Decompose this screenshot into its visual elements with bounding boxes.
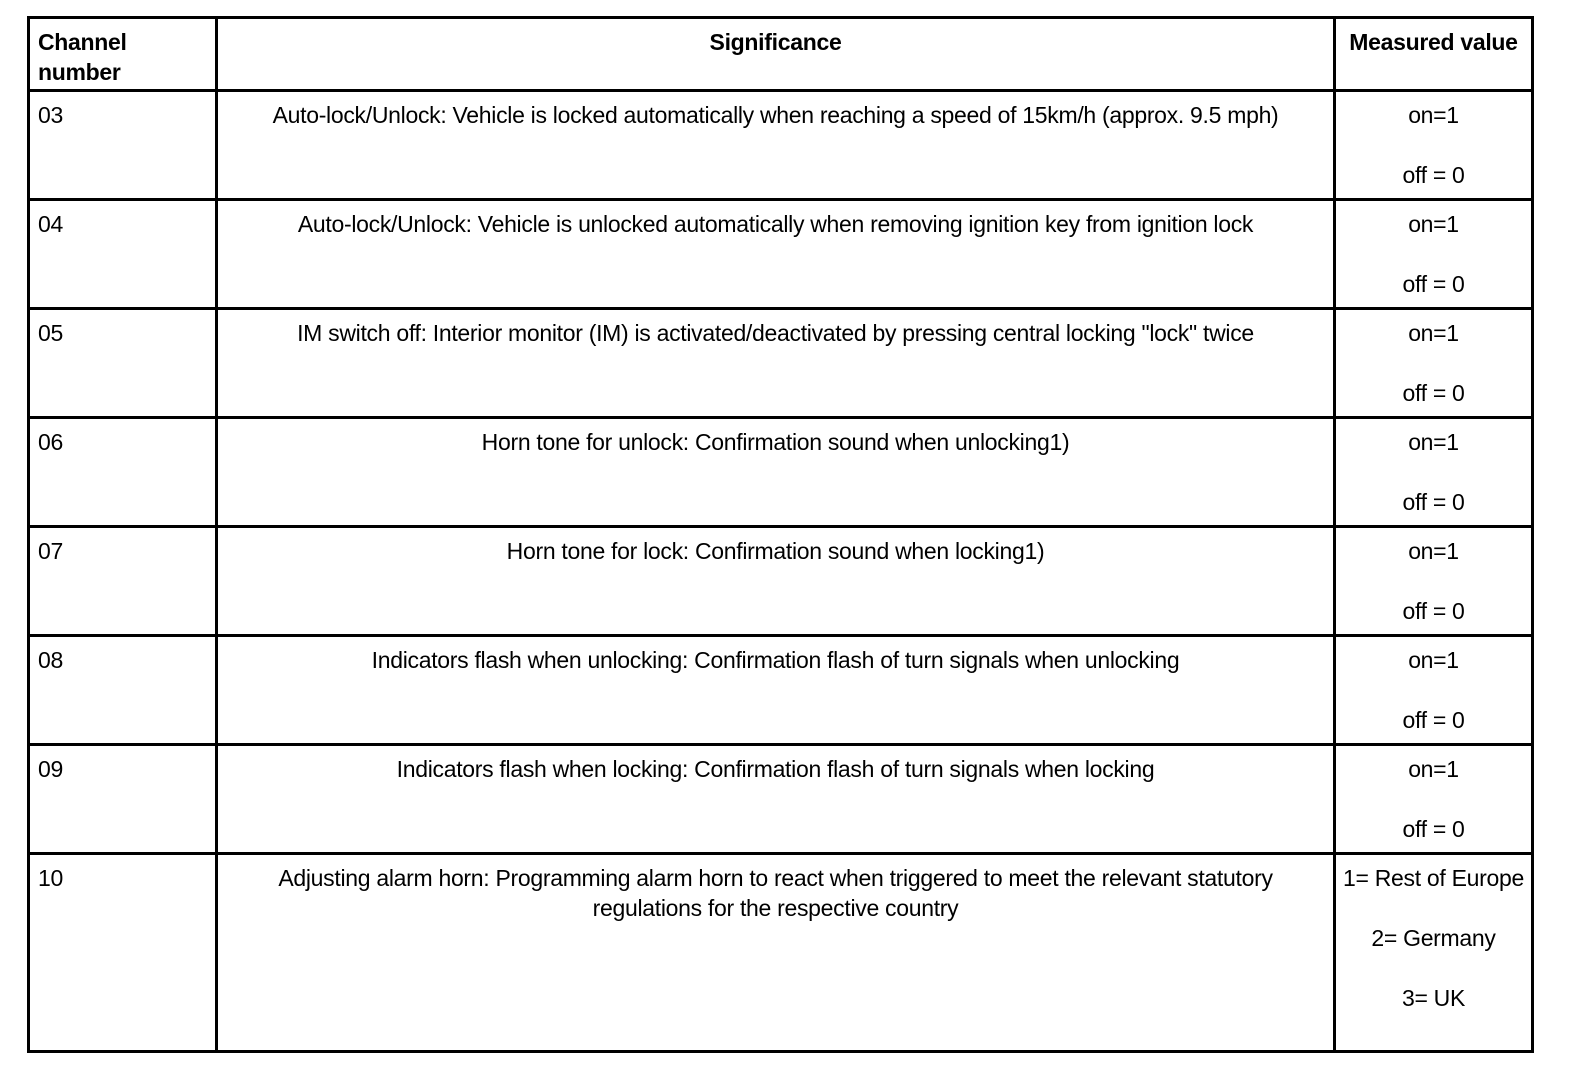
- measured-value-option: on=1: [1408, 756, 1459, 782]
- channel-number-cell: 03: [29, 91, 217, 200]
- measured-value-cell: [1335, 854, 1533, 1052]
- measured-value-option: off = 0: [1402, 271, 1465, 297]
- measured-value-option: off = 0: [1402, 380, 1465, 406]
- measured-value-cell: [1335, 418, 1533, 527]
- measured-value-option: 3= UK: [1401, 985, 1466, 1011]
- significance-cell: Auto-lock/Unlock: Vehicle is locked automatically when reaching a speed of 15km/h (approx. 9.5 mph): [217, 91, 1335, 200]
- measured-value-cell: [1335, 91, 1533, 200]
- table-row: [29, 527, 1533, 636]
- channel-number-cell: 08: [29, 636, 217, 745]
- channel-table: [27, 16, 1534, 1053]
- measured-value-option: on=1: [1408, 647, 1459, 673]
- measured-value-option: on=1: [1408, 429, 1459, 455]
- channel-number-cell: 06: [29, 418, 217, 527]
- table-row: [29, 418, 1533, 527]
- channel-number-cell: 07: [29, 527, 217, 636]
- measured-value-option: off = 0: [1402, 489, 1465, 515]
- measured-value-option: off = 0: [1402, 598, 1465, 624]
- header-channel-number: Channel number: [29, 18, 217, 91]
- measured-value-option: on=1: [1408, 102, 1459, 128]
- table-row: [29, 745, 1533, 854]
- significance-cell: Auto-lock/Unlock: Vehicle is unlocked automatically when removing ignition key from ignition lock: [217, 200, 1335, 309]
- measured-value-option: off = 0: [1402, 816, 1465, 842]
- measured-value-option: 2= Germany: [1371, 925, 1496, 951]
- measured-value-option: on=1: [1408, 320, 1459, 346]
- significance-cell: Horn tone for unlock: Confirmation sound when unlocking1): [217, 418, 1335, 527]
- significance-cell: Adjusting alarm horn: Programming alarm horn to react when triggered to meet the relevant statutory regulations for the respective country: [217, 854, 1335, 1052]
- measured-value-cell: [1335, 636, 1533, 745]
- measured-value-option: 1= Rest of Europe: [1343, 865, 1524, 891]
- table-row: [29, 91, 1533, 200]
- table-row: [29, 636, 1533, 745]
- header-measured-value: Measured value: [1335, 18, 1533, 91]
- table-row: [29, 200, 1533, 309]
- channel-number-cell: 10: [29, 854, 217, 1052]
- header-significance: Significance: [217, 18, 1335, 91]
- significance-cell: IM switch off: Interior monitor (IM) is activated/deactivated by pressing central locking "lock" twice: [217, 309, 1335, 418]
- measured-value-cell: [1335, 309, 1533, 418]
- table-row: [29, 309, 1533, 418]
- channel-number-cell: 09: [29, 745, 217, 854]
- measured-value-cell: [1335, 200, 1533, 309]
- channel-number-cell: 04: [29, 200, 217, 309]
- channel-number-cell: 05: [29, 309, 217, 418]
- measured-value-option: on=1: [1408, 538, 1459, 564]
- measured-value-option: off = 0: [1402, 162, 1465, 188]
- measured-value-option: on=1: [1408, 211, 1459, 237]
- measured-value-cell: [1335, 745, 1533, 854]
- table-row: [29, 854, 1533, 1052]
- significance-cell: Indicators flash when unlocking: Confirmation flash of turn signals when unlocking: [217, 636, 1335, 745]
- header-row: [29, 18, 1533, 91]
- significance-cell: Horn tone for lock: Confirmation sound when locking1): [217, 527, 1335, 636]
- measured-value-option: off = 0: [1402, 707, 1465, 733]
- significance-cell: Indicators flash when locking: Confirmation flash of turn signals when locking: [217, 745, 1335, 854]
- measured-value-cell: [1335, 527, 1533, 636]
